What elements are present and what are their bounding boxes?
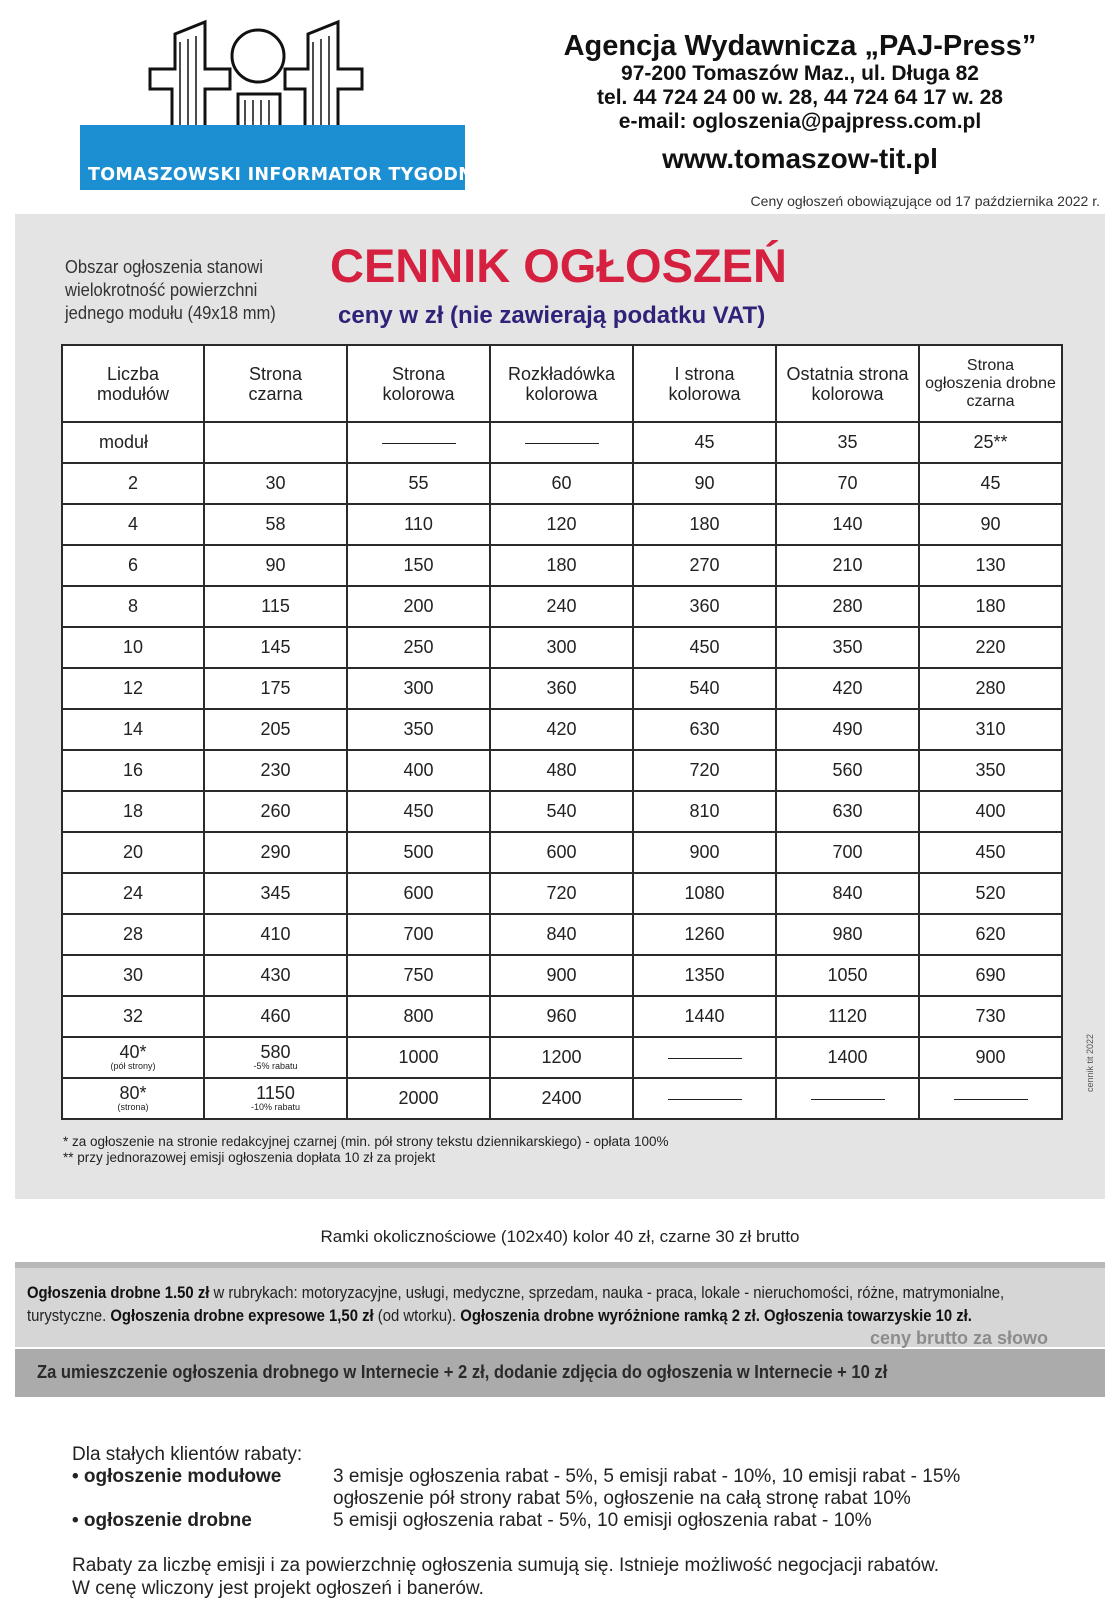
table-row — [62, 955, 1062, 996]
table-cell: 18 — [62, 791, 204, 832]
table-cell: moduł — [62, 422, 204, 463]
classifieds-band-rule — [15, 1262, 1105, 1268]
table-cell: 60 — [490, 463, 633, 504]
table-cell: 560 — [776, 750, 919, 791]
table-cell: 115 — [204, 586, 347, 627]
table-cell: 16 — [62, 750, 204, 791]
table-cell: 1440 — [633, 996, 776, 1037]
dash — [525, 443, 599, 444]
table-cell: 180 — [490, 545, 633, 586]
table-cell: 90 — [633, 463, 776, 504]
table-cell: 1000 — [347, 1037, 490, 1078]
table-cell — [347, 422, 490, 463]
table-row — [62, 791, 1062, 832]
table-cell: 810 — [633, 791, 776, 832]
valid-from: Ceny ogłoszeń obowiązujące od 17 października 2022 r. — [750, 193, 1100, 209]
dash — [668, 1099, 742, 1100]
table-cell: 600 — [347, 873, 490, 914]
col-classifieds-page: Strona ogłoszenia drobne czarna — [919, 345, 1062, 422]
price-table — [61, 344, 1063, 1120]
table-cell: 580 -5% rabatu — [204, 1037, 347, 1078]
table-row — [62, 914, 1062, 955]
table-row — [62, 668, 1062, 709]
table-cell: 840 — [776, 873, 919, 914]
table-cell: 900 — [633, 832, 776, 873]
table-cell: 55 — [347, 463, 490, 504]
frames-note: Ramki okolicznościowe (102x40) kolor 40 zł, czarne 30 zł brutto — [320, 1227, 800, 1246]
classifieds-text — [27, 1282, 1008, 1328]
table-cell: 500 — [347, 832, 490, 873]
table-cell: 480 — [490, 750, 633, 791]
half-page-row — [62, 1037, 1062, 1078]
table-cell: 110 — [347, 504, 490, 545]
agency-website[interactable]: www.tomaszow-tit.pl — [662, 143, 938, 174]
col-first-page: I strona kolorowa — [633, 345, 776, 422]
table-cell: 250 — [347, 627, 490, 668]
col-color-page: Strona kolorowa — [347, 345, 490, 422]
table-cell: 180 — [919, 586, 1062, 627]
footnote-2: ** przy jednorazowej emisji ogłoszenia dopłata 10 zł za projekt — [63, 1150, 436, 1165]
table-cell: 960 — [490, 996, 633, 1037]
table-cell: 6 — [62, 545, 204, 586]
table-cell: 400 — [919, 791, 1062, 832]
table-cell: 345 — [204, 873, 347, 914]
table-cell: 230 — [204, 750, 347, 791]
agency-address: 97-200 Tomaszów Maz., ul. Długa 82 — [621, 62, 979, 85]
table-cell: 210 — [776, 545, 919, 586]
table-cell: 1350 — [633, 955, 776, 996]
table-cell: 450 — [347, 791, 490, 832]
table-row — [62, 832, 1062, 873]
table-cell: 175 — [204, 668, 347, 709]
table-cell: 540 — [490, 791, 633, 832]
table-cell: 410 — [204, 914, 347, 955]
table-cell: 600 — [490, 832, 633, 873]
table-cell: 140 — [776, 504, 919, 545]
table-cell: 90 — [919, 504, 1062, 545]
table-cell: 350 — [776, 627, 919, 668]
table-cell: 70 — [776, 463, 919, 504]
table-cell: 690 — [919, 955, 1062, 996]
agency-phone: tel. 44 724 24 00 w. 28, 44 724 64 17 w. 28 — [597, 86, 1003, 109]
table-cell — [633, 1078, 776, 1119]
table-cell: 980 — [776, 914, 919, 955]
col-last-page: Ostatnia strona kolorowa — [776, 345, 919, 422]
table-cell: 35 — [776, 422, 919, 463]
table-cell: 290 — [204, 832, 347, 873]
table-cell: 2 — [62, 463, 204, 504]
logo-tagline: TOMASZOWSKI INFORMATOR TYGODNIOWY — [88, 165, 528, 185]
module-row — [62, 422, 1062, 463]
table-cell: 8 — [62, 586, 204, 627]
logo — [80, 14, 528, 190]
table-cell: 1260 — [633, 914, 776, 955]
discounts-closing-2: W cenę wliczony jest projekt ogłoszeń i banerów. — [72, 1578, 484, 1599]
table-cell: 300 — [490, 627, 633, 668]
table-cell: 180 — [633, 504, 776, 545]
table-cell: 1120 — [776, 996, 919, 1037]
table-cell: 280 — [919, 668, 1062, 709]
table-cell: 730 — [919, 996, 1062, 1037]
full-page-row — [62, 1078, 1062, 1119]
table-cell: 24 — [62, 873, 204, 914]
table-row — [62, 627, 1062, 668]
table-cell: 840 — [490, 914, 633, 955]
table-cell: 28 — [62, 914, 204, 955]
table-cell: 45 — [919, 463, 1062, 504]
table-header-row — [62, 345, 1062, 422]
table-cell: 2400 — [490, 1078, 633, 1119]
table-cell: 900 — [490, 955, 633, 996]
discount-module-line-2: ogłoszenie pół strony rabat 5%, ogłoszenie na całą stronę rabat 10% — [333, 1488, 911, 1509]
table-cell: 720 — [490, 873, 633, 914]
table-row — [62, 709, 1062, 750]
gross-price-note: ceny brutto za słowo — [869, 1328, 1048, 1348]
table-cell: 520 — [919, 873, 1062, 914]
table-cell: 450 — [633, 627, 776, 668]
table-cell: 310 — [919, 709, 1062, 750]
table-cell: 430 — [204, 955, 347, 996]
table-cell: 220 — [919, 627, 1062, 668]
table-cell: 450 — [919, 832, 1062, 873]
agency-name: Agencja Wydawnicza „PAJ-Press” — [563, 30, 1037, 62]
table-row — [62, 545, 1062, 586]
table-cell: 620 — [919, 914, 1062, 955]
table-cell: 490 — [776, 709, 919, 750]
table-cell: 540 — [633, 668, 776, 709]
discounts-intro: Dla stałych klientów rabaty: — [72, 1444, 303, 1465]
table-cell: 260 — [204, 791, 347, 832]
dash — [954, 1099, 1028, 1100]
table-cell: 90 — [204, 545, 347, 586]
table-cell: 25** — [919, 422, 1062, 463]
table-cell: 300 — [347, 668, 490, 709]
pricelist-subtitle: ceny w zł (nie zawierają podatku VAT) — [338, 302, 766, 329]
table-cell: 150 — [347, 545, 490, 586]
classifieds-line-2: turystyczne. Ogłoszenia drobne expresowe 1,50 zł (od wtorku). Ogłoszenia drobne wyróżnione ramką 2 zł. Ogłoszenia towarzyskie 10 zł. — [27, 1307, 972, 1325]
table-row — [62, 586, 1062, 627]
table-cell: 80* (strona) — [62, 1078, 204, 1119]
table-cell: 270 — [633, 545, 776, 586]
table-row — [62, 750, 1062, 791]
table-cell — [919, 1078, 1062, 1119]
table-cell: 360 — [490, 668, 633, 709]
table-cell: 280 — [776, 586, 919, 627]
table-cell: 2000 — [347, 1078, 490, 1119]
discount-small-line: 5 emisji ogłoszenia rabat - 5%, 10 emisji ogłoszenia rabat - 10% — [333, 1510, 872, 1531]
table-cell: 420 — [776, 668, 919, 709]
table-cell: 1200 — [490, 1037, 633, 1078]
table-cell — [204, 422, 347, 463]
discounts-closing-1: Rabaty za liczbę emisji i za powierzchnię ogłoszenia sumują się. Istnieje możliwość negocjacji rabatów. — [72, 1555, 940, 1576]
table-cell: 800 — [347, 996, 490, 1037]
table-cell: 30 — [62, 955, 204, 996]
table-cell: 4 — [62, 504, 204, 545]
table-cell: 10 — [62, 627, 204, 668]
table-cell: 20 — [62, 832, 204, 873]
table-cell — [776, 1078, 919, 1119]
table-cell: 145 — [204, 627, 347, 668]
table-cell: 40* (pół strony) — [62, 1037, 204, 1078]
table-cell: 240 — [490, 586, 633, 627]
internet-note: Za umieszczenie ogłoszenia drobnego w Internecie + 2 zł, dodanie zdjęcia do ogłoszenia w Internecie + 10 zł — [37, 1362, 888, 1382]
discount-small-label: • ogłoszenie drobne — [72, 1510, 252, 1531]
discount-module-label: • ogłoszenie modułowe — [72, 1466, 282, 1487]
table-cell: 630 — [776, 791, 919, 832]
table-row — [62, 463, 1062, 504]
table-cell: 360 — [633, 586, 776, 627]
table-cell: 350 — [919, 750, 1062, 791]
classifieds-line-1: Ogłoszenia drobne 1.50 zł w rubrykach: motoryzacyjne, usługi, medyczne, sprzedam, nauka - praca, lokale - nieruchomości, różne, matrymonialne, — [27, 1284, 1005, 1302]
table-cell: 14 — [62, 709, 204, 750]
table-cell: 420 — [490, 709, 633, 750]
table-cell: 58 — [204, 504, 347, 545]
credit-text: cennik tit 2022 — [1085, 1033, 1095, 1092]
table-cell — [633, 1037, 776, 1078]
dash — [811, 1099, 885, 1100]
table-row — [62, 504, 1062, 545]
pricelist-title: CENNIK OGŁOSZEŃ — [330, 239, 787, 292]
col-black-page: Strona czarna — [204, 345, 347, 422]
dash — [382, 443, 456, 444]
area-note: Obszar ogłoszenia stanowi wielokrotność powierzchni jednego modułu (49x18 mm) — [65, 257, 276, 323]
table-cell: 700 — [347, 914, 490, 955]
table-cell: 200 — [347, 586, 490, 627]
table-cell: 1050 — [776, 955, 919, 996]
table-cell: 900 — [919, 1037, 1062, 1078]
table-cell — [490, 422, 633, 463]
table-cell: 12 — [62, 668, 204, 709]
table-row — [62, 996, 1062, 1037]
table-cell: 400 — [347, 750, 490, 791]
table-cell: 720 — [633, 750, 776, 791]
dash — [668, 1058, 742, 1059]
table-cell: 460 — [204, 996, 347, 1037]
table-cell: 30 — [204, 463, 347, 504]
table-cell: 750 — [347, 955, 490, 996]
table-cell: 32 — [62, 996, 204, 1037]
discount-module-line-1: 3 emisje ogłoszenia rabat - 5%, 5 emisji rabat - 10%, 10 emisji rabat - 15% — [333, 1466, 961, 1487]
footnote-1: * za ogłoszenie na stronie redakcyjnej czarnej (min. pół strony tekstu dziennikarskiego) - opłata 100% — [63, 1134, 669, 1149]
table-cell: 205 — [204, 709, 347, 750]
table-cell: 630 — [633, 709, 776, 750]
table-cell: 1080 — [633, 873, 776, 914]
col-color-spread: Rozkładówka kolorowa — [490, 345, 633, 422]
agency-email[interactable]: e-mail: ogloszenia@pajpress.com.pl — [618, 110, 982, 133]
table-cell: 700 — [776, 832, 919, 873]
table-cell: 1150 -10% rabatu — [204, 1078, 347, 1119]
table-cell: 1400 — [776, 1037, 919, 1078]
table-cell: 45 — [633, 422, 776, 463]
table-cell: 350 — [347, 709, 490, 750]
col-modules: Liczba modułów — [62, 345, 204, 422]
logo-band — [80, 125, 528, 190]
table-cell: 130 — [919, 545, 1062, 586]
table-cell: 120 — [490, 504, 633, 545]
table-row — [62, 873, 1062, 914]
